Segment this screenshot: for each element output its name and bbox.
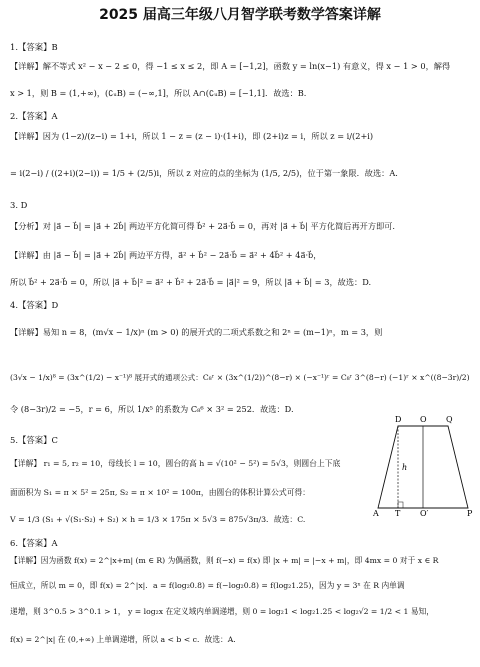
q3-solution-line-1: 【详解】由 |a⃗ − b⃗| = |a⃗ + 2b⃗| 两边平方得，a⃗² + b⃗² − 2a⃗·b⃗ = a⃗² + 4b⃗² + 4a⃗·b⃗， (10, 250, 322, 260)
label-O: O (420, 415, 427, 424)
q2-answer-head: 2.【答案】A (10, 111, 58, 121)
q3-analysis-line: 【分析】对 |a⃗ − b⃗| = |a⃗ + 2b⃗| 两边平方化简可得 b⃗² + 2a⃗·b⃗ = 0，再对 |a⃗ + b⃗| 平方化简后再开方即可. (10, 221, 396, 231)
q2-solution-line-1: 【详解】因为 (1−z)/(z−i) = 1+i，所以 1 − z = (z − i)·(1+i)，即 (2+i)z = i，所以 z = i/(2+i) (10, 131, 374, 141)
label-P: P (467, 509, 473, 518)
q6-solution-line-1: 【详解】因为函数 f(x) = 2^|x+m| (m ∈ R) 为偶函数，则 f(−x) = f(x) 即 |x + m| = |−x + m|，即 4mx = 0 对于 x ∈ R (10, 556, 439, 565)
label-O-prime: O′ (420, 509, 429, 518)
q4-answer-head: 4.【答案】D (10, 300, 59, 310)
q3-answer-head: 3. D (10, 200, 28, 210)
q6-solution-line-3: 递增，则 3^0.5 > 3^0.1 > 1， y = log₂x 在定义域内单调递增，则 0 = log₂1 < log₂1.25 < log₂√2 = 1/2 < 1 易知， (10, 607, 434, 616)
q1-solution-line-2: x > 1，则 B = (1,+∞)，(∁ᵤB) = (−∞,1]，所以 A∩(∁ᵤB) = [−1,1]．故选：B. (10, 88, 307, 98)
label-Q: Q (446, 415, 453, 424)
q4-solution-line-1: 【详解】易知 n = 8，(m√x − 1/x)ⁿ (m > 0) 的展开式的二项式系数之和 2ⁿ = (m−1)ⁿ，m = 3，则 (10, 327, 383, 337)
q1-answer-head: 1.【答案】B (10, 42, 58, 52)
q2-solution-line-2: = i(2−i) / ((2+i)(2−i)) = 1/5 + (2/5)i，所以 z 对应的点的坐标为 (1/5, 2/5)，位于第一象限．故选：A. (10, 168, 398, 178)
label-T: T (395, 509, 401, 518)
q6-solution-line-2: 恒成立，所以 m = 0，即 f(x) = 2^|x|．a = f(log₂0.8) = f(−log₂0.8) = f(log₂1.25)，因为 y = 3ˣ 在 R 内单调 (10, 581, 405, 590)
q6-solution-line-4: f(x) = 2^|x| 在 (0,+∞) 上单调递增，所以 a < b < c．故选：A. (10, 635, 236, 644)
q4-solution-line-3: 令 (8−3r)/2 = −5，r = 6，所以 1/x⁵ 的系数为 C₈⁶ × 3² = 252．故选：D. (10, 404, 294, 414)
q4-solution-line-2: (3√x − 1/x)⁸ = (3x^(1/2) − x⁻¹)⁸ 展开式的通项公式：C₈ʳ × (3x^(1/2))^(8−r) × (−x⁻¹)ʳ = C₈ʳ 3^(8−r) (−1)ʳ × x^((8−3r)/2) (10, 373, 470, 382)
label-D: D (395, 415, 402, 424)
frustum-diagram (370, 412, 476, 518)
page-title: 2025 届高三年级八月智学联考数学答案详解 (99, 7, 381, 23)
label-A: A (373, 509, 379, 518)
q3-solution-line-2: 所以 b⃗² + 2a⃗·b⃗ = 0，所以 |a⃗ + b⃗|² = a⃗² + b⃗² + 2a⃗·b⃗ = |a⃗|² = 9，所以 |a⃗ + b⃗| = 3，故选：D. (10, 277, 372, 287)
q5-answer-head: 5.【答案】C (10, 435, 58, 445)
q5-solution-line-3: V = 1/3 (S₁ + √(S₁·S₂) + S₂) × h = 1/3 × 175π × 5√3 = 875√3π/3．故选：C. (10, 515, 306, 524)
q6-answer-head: 6.【答案】A (10, 538, 58, 548)
label-h: h (402, 463, 408, 472)
right-angle-mark (398, 502, 403, 508)
q5-solution-line-2: 面面积为 S₁ = π × 5² = 25π, S₂ = π × 10² = 100π，由圆台的体积计算公式可得： (10, 488, 311, 497)
q1-solution-line-1: 【详解】解不等式 x² − x − 2 ≤ 0，得 −1 ≤ x ≤ 2，即 A = [−1,2]，函数 y = ln(x−1) 有意义，得 x − 1 > 0，解得 (10, 61, 451, 71)
q5-solution-line-1: 【详解】 r₁ = 5, r₂ = 10，母线长 l = 10，圆台的高 h = √(10² − 5²) = 5√3，则圆台上下底 (10, 459, 341, 468)
